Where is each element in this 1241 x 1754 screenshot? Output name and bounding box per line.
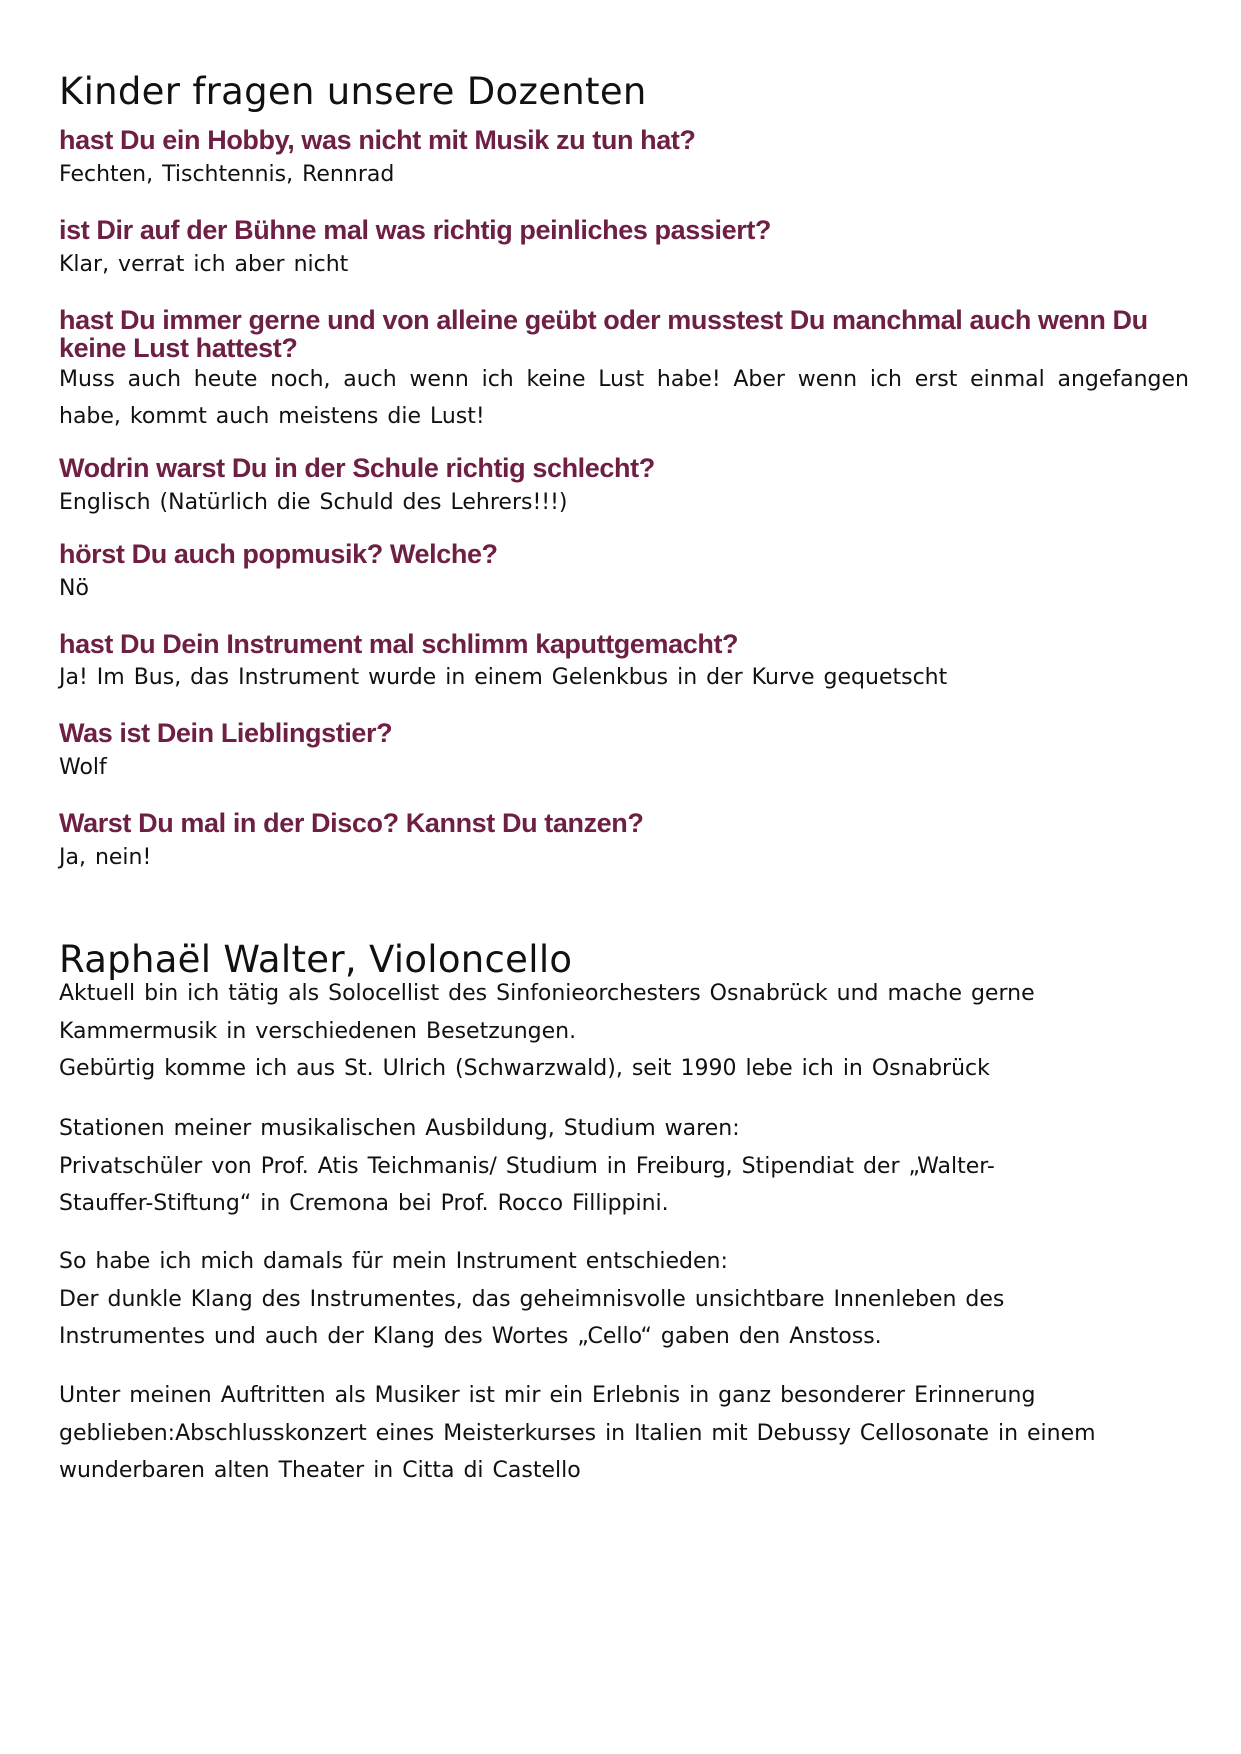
question: hast Du ein Hobby, was nicht mit Musik zu tun hat? <box>59 125 696 155</box>
bio-paragraph: Stationen meiner musikalischen Ausbildung, Studium waren: Privatschüler von Prof. Atis Teichmanis/ Studium in Freiburg, Stipendiat der „Walter- Stauffer-Stiftung“ in Cremona bei Prof. Rocco Fillippini. <box>59 1116 995 1216</box>
answer: Fechten, Tischtennis, Rennrad <box>59 162 395 187</box>
answer: Wolf <box>59 755 107 780</box>
question: hörst Du auch popmusik? Welche? <box>59 539 498 569</box>
bio-paragraph: Aktuell bin ich tätig als Solocellist des Sinfonieorchesters Osnabrück und mache gerne Kammermusik in verschiedenen Besetzungen. Gebürtig komme ich aus St. Ulrich (Schwarzwald), seit 1990 lebe ich in Osnabrück <box>59 981 1035 1081</box>
answer: Ja! Im Bus, das Instrument wurde in einem Gelenkbus in der Kurve gequetscht <box>59 665 948 690</box>
question: Warst Du mal in der Disco? Kannst Du tanzen? <box>59 808 644 838</box>
section-title-bio: Raphaël Walter, Violoncello <box>59 938 573 981</box>
bio-paragraph: Unter meinen Auftritten als Musiker ist mir ein Erlebnis in ganz besonderer Erinnerung geblieben:Abschlusskonzert eines Meisterkurses in Italien mit Debussy Cellosonate in einem wunderbaren alten Theater in Citta di Castello <box>59 1383 1096 1483</box>
question: Was ist Dein Lieblingstier? <box>59 718 393 748</box>
question: hast Du immer gerne und von alleine geübt oder musstest Du manchmal auch wenn Du keine Lust hattest? <box>59 305 1148 363</box>
answer: Nö <box>59 576 89 601</box>
answer: Englisch (Natürlich die Schuld des Lehrers!!!) <box>59 490 568 515</box>
question: hast Du Dein Instrument mal schlimm kaputtgemacht? <box>59 629 739 659</box>
answer: Klar, verrat ich aber nicht <box>59 252 349 277</box>
answer: Muss auch heute noch, auch wenn ich keine Lust habe! Aber wenn ich erst einmal angefangen habe, kommt auch meistens die Lust! <box>59 367 1189 429</box>
bio-paragraph: So habe ich mich damals für mein Instrument entschieden: Der dunkle Klang des Instrumentes, das geheimnisvolle unsichtbare Innenleben des Instrumentes und auch der Klang des Wortes „Cello“ gaben den Anstoss. <box>59 1249 1005 1349</box>
question: ist Dir auf der Bühne mal was richtig peinliches passiert? <box>59 215 771 245</box>
question: Wodrin warst Du in der Schule richtig schlecht? <box>59 453 655 483</box>
answer: Ja, nein! <box>59 845 152 870</box>
section-title-interview: Kinder fragen unsere Dozenten <box>59 70 647 113</box>
